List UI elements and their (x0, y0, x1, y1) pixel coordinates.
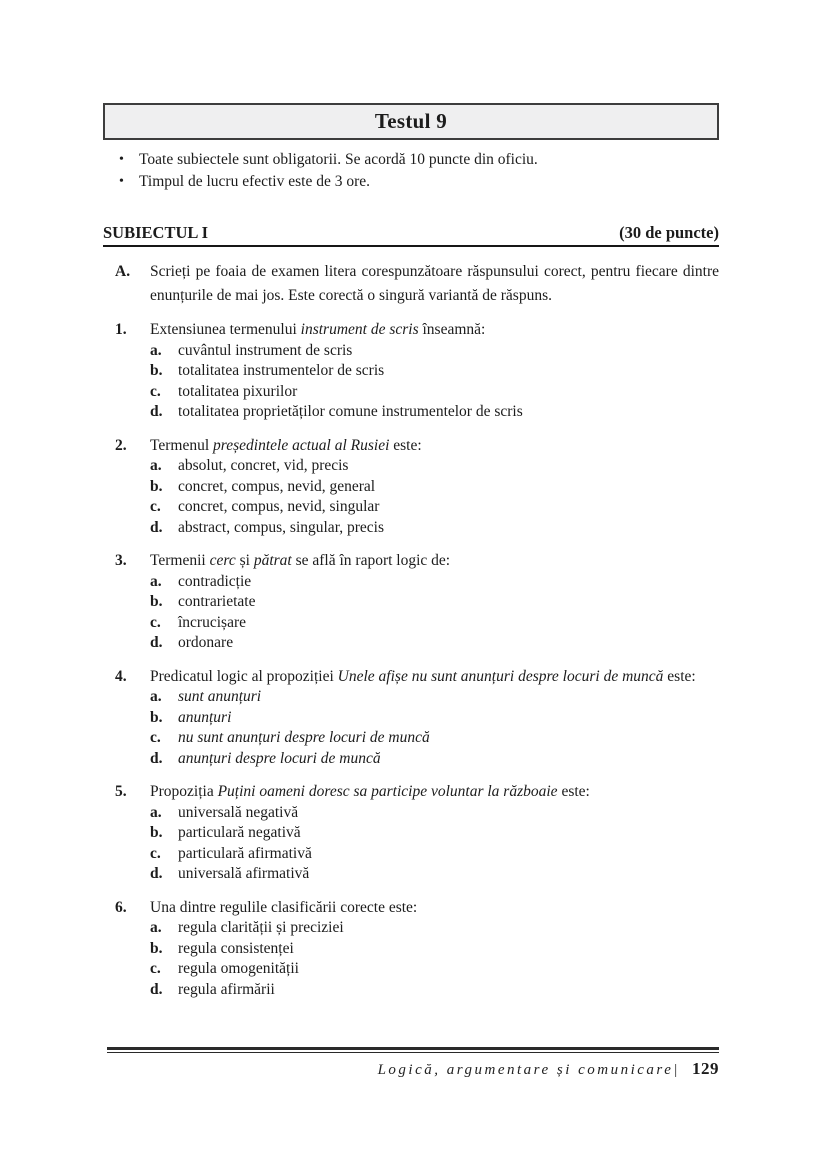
option-a (150, 918, 719, 939)
option-letter: d. (150, 980, 163, 998)
option-text: regula consistenței (178, 939, 294, 957)
option-letter: c. (150, 613, 161, 631)
option-a (150, 456, 719, 477)
option-text: nu sunt anunțuri despre locuri de muncă (178, 729, 430, 746)
option-d (150, 980, 719, 1001)
option-text: ordonare (178, 634, 234, 651)
option-letter: c. (150, 960, 161, 977)
option-text: particulară afirmativă (178, 844, 312, 862)
question-stem: Predicatul logic al propoziției Unele afișe nu sunt anunțuri despre locuri de muncă este: (150, 667, 696, 685)
question-1 (103, 320, 719, 423)
question-stem: Una dintre regulile clasificării corecte este: (150, 898, 418, 916)
option-text: totalitatea proprietăților comune instrumentelor de scris (178, 403, 523, 420)
footer-text-row (107, 1059, 719, 1079)
option-b (150, 823, 719, 844)
option-d (150, 749, 719, 770)
question-body (150, 782, 719, 885)
option-letter: b. (150, 362, 163, 379)
instruction-text: Timpul de lucru efectiv este de 3 ore. (139, 172, 371, 190)
part-a-label: A. (115, 263, 131, 280)
option-text: regula afirmării (178, 980, 275, 998)
option-text: totalitatea pixurilor (178, 382, 298, 400)
option-text: contrarietate (178, 593, 256, 610)
option-text: cuvântul instrument de scris (178, 341, 353, 359)
option-text: încrucișare (178, 613, 246, 631)
option-letter: d. (150, 518, 163, 536)
footer-rule-thick (107, 1047, 719, 1050)
option-text: absolut, concret, vid, precis (178, 457, 349, 474)
footer-book-title: Logică, argumentare și comunicare| (377, 1062, 680, 1078)
question-stem: Termenii cerc și pătrat se află în raport logic de: (150, 552, 451, 569)
option-d (150, 402, 719, 423)
bullet-icon: • (119, 173, 124, 189)
option-text: sunt anunțuri (178, 688, 262, 705)
option-letter: a. (150, 803, 162, 821)
option-text: abstract, compus, singular, precis (178, 518, 384, 536)
section-points: (30 de puncte) (619, 223, 719, 242)
option-text: concret, compus, nevid, general (178, 477, 376, 495)
option-text: universală negativă (178, 803, 299, 821)
part-a-text: Scrieți pe foaia de examen litera corespunzătoare răspunsului corect, pentru fiecare dintre enunțurile de mai jos. Este corectă o singură variantă de răspuns. (150, 263, 719, 304)
question-body (150, 436, 719, 539)
section-header (103, 223, 719, 247)
question-4 (103, 667, 719, 770)
option-letter: b. (150, 708, 163, 726)
page-footer (107, 1047, 719, 1079)
instruction-item (103, 149, 719, 171)
option-d (150, 518, 719, 539)
option-d (150, 864, 719, 885)
part-a (103, 260, 719, 307)
option-b (150, 592, 719, 613)
bullet-icon: • (119, 152, 124, 167)
option-letter: b. (150, 824, 163, 841)
option-letter: c. (150, 382, 161, 400)
option-letter: d. (150, 634, 163, 651)
option-letter: a. (150, 919, 162, 936)
instructions-list (103, 149, 719, 192)
question-number: 4. (115, 667, 127, 685)
question-body (150, 898, 719, 1001)
option-text: anunțuri (178, 708, 232, 726)
option-c (150, 959, 719, 980)
option-text: regula clarității și preciziei (178, 919, 344, 936)
option-letter: c. (150, 729, 161, 746)
option-text: anunțuri despre locuri de muncă (178, 749, 381, 767)
option-letter: d. (150, 749, 163, 767)
section-title: SUBIECTUL I (103, 223, 209, 242)
option-text: totalitatea instrumentelor de scris (178, 362, 385, 379)
question-body (150, 320, 719, 423)
option-c (150, 844, 719, 865)
footer-rule-thin (107, 1052, 719, 1053)
option-a (150, 803, 719, 824)
instruction-item (103, 171, 719, 193)
option-letter: c. (150, 498, 161, 515)
option-letter: d. (150, 865, 163, 882)
question-number: 2. (115, 436, 127, 454)
option-b (150, 708, 719, 729)
question-number: 5. (115, 783, 127, 800)
option-letter: a. (150, 341, 162, 359)
option-letter: b. (150, 477, 163, 495)
option-text: particulară negativă (178, 824, 301, 841)
question-2 (103, 436, 719, 539)
question-3 (103, 551, 719, 654)
option-text: concret, compus, nevid, singular (178, 498, 380, 515)
option-a (150, 341, 719, 362)
question-body (150, 551, 719, 654)
option-letter: b. (150, 939, 163, 957)
question-stem: Propoziția Puțini oameni doresc sa participe voluntar la războaie este: (150, 783, 590, 800)
option-d (150, 633, 719, 654)
page-content (103, 103, 719, 1000)
option-c (150, 497, 719, 518)
test-title: Testul 9 (374, 109, 448, 133)
question-5 (103, 782, 719, 885)
option-text: regula omogenității (178, 960, 299, 977)
option-b (150, 361, 719, 382)
instruction-text: Toate subiectele sunt obligatorii. Se acordă 10 puncte din oficiu. (139, 151, 538, 168)
option-letter: d. (150, 403, 163, 420)
option-letter: a. (150, 572, 162, 590)
option-c (150, 613, 719, 634)
option-a (150, 572, 719, 593)
option-text: universală afirmativă (178, 865, 310, 882)
question-stem: Termenul președintele actual al Rusiei este: (150, 436, 422, 454)
option-b (150, 939, 719, 960)
option-b (150, 477, 719, 498)
question-number: 3. (115, 552, 127, 569)
option-text: contradicție (178, 572, 252, 590)
option-letter: b. (150, 593, 163, 610)
option-c (150, 382, 719, 403)
footer-page-number: 129 (692, 1059, 719, 1078)
question-6 (103, 898, 719, 1001)
option-letter: a. (150, 457, 162, 474)
option-c (150, 728, 719, 749)
test-title-box (103, 103, 719, 140)
option-a (150, 687, 719, 708)
question-number: 6. (115, 898, 127, 916)
question-body (150, 667, 719, 770)
option-letter: a. (150, 688, 162, 705)
question-number: 1. (115, 321, 127, 338)
option-letter: c. (150, 844, 161, 862)
question-stem: Extensiunea termenului instrument de scris înseamnă: (150, 321, 486, 338)
